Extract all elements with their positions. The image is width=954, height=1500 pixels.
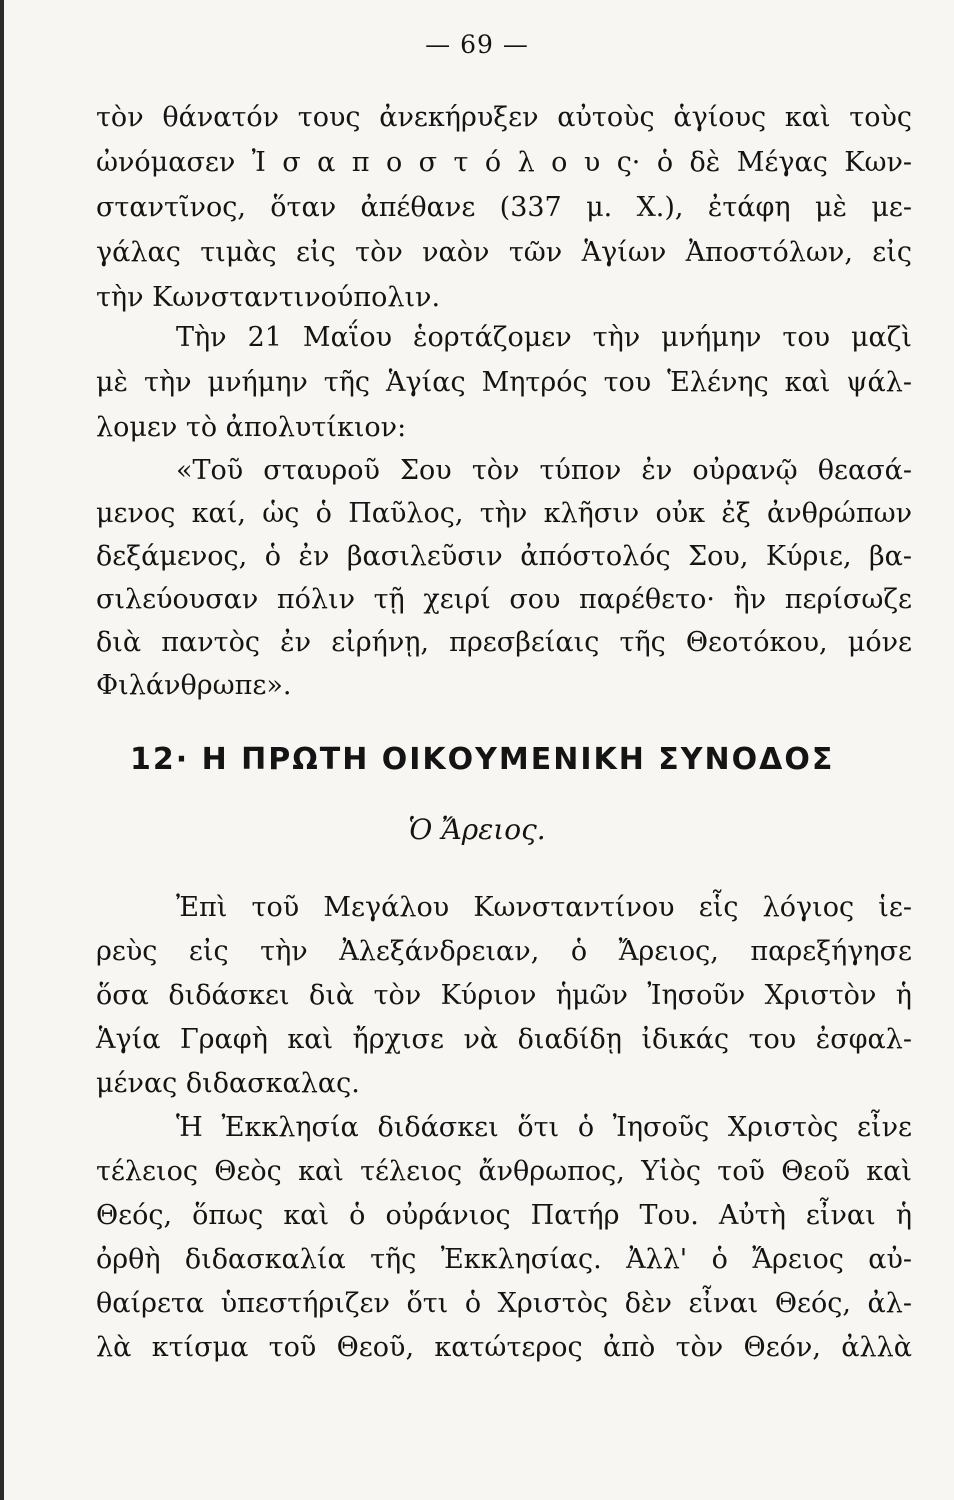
page-edge <box>0 0 4 1500</box>
text-line: μενος καί, ὡς ὁ Παῦλος, τὴν κλῆσιν οὐκ ἐξ ἀνθρώπων <box>96 498 912 529</box>
section-subheading: Ὁ Ἄρειος. <box>408 813 546 846</box>
text-line: τέλειος Θεὸς καὶ τέλειος ἄνθρωπος, Υἱὸς τοῦ Θεοῦ καὶ <box>96 1156 912 1187</box>
text-line: ὅσα διδάσκει διὰ τὸν Κύριον ἡμῶν Ἰησοῦν Χριστὸν ἡ <box>96 980 912 1011</box>
text-line: Ἁγία Γραφὴ καὶ ἤρχισε νὰ διαδίδῃ ἰδικάς του ἐσφαλ- <box>96 1024 912 1055</box>
text-line: λομεν τὸ ἀπολυτίκιον: <box>96 412 407 443</box>
text-line: Φιλάνθρωπε». <box>96 670 292 701</box>
text-line: Ἐπὶ τοῦ Μεγάλου Κωνσταντίνου εἷς λόγιος ἱε- <box>176 892 912 923</box>
text-line: Τὴν 21 Μαΐου ἑορτάζομεν τὴν μνήμην του μαζὶ <box>176 322 912 353</box>
text-line: ρεὺς εἰς τὴν Ἀλεξάνδρειαν, ὁ Ἄρειος, παρεξήγησε <box>96 936 912 967</box>
text-line: σταντῖνος, ὅταν ἀπέθανε (337 μ. Χ.), ἐτάφη μὲ με- <box>96 192 912 223</box>
text-line: δεξάμενος, ὁ ἐν βασιλεῦσιν ἀπόστολός Σου, Κύριε, βα- <box>96 541 912 572</box>
text-line: Θεός, ὅπως καὶ ὁ οὐράνιος Πατήρ Του. Αὐτὴ εἶναι ἡ <box>96 1200 912 1231</box>
text-line: μένας διδασκαλας. <box>96 1068 360 1099</box>
section-heading: 12· Η ΠΡΩΤΗ ΟΙΚΟΥΜΕΝΙΚΗ ΣΥΝΟΔΟΣ <box>130 742 835 777</box>
text-line: διὰ παντὸς ἐν εἰρήνῃ, πρεσβείαις τῆς Θεοτόκου, μόνε <box>96 627 912 658</box>
text-line: γάλας τιμὰς εἰς τὸν ναὸν τῶν Ἁγίων Ἀποστόλων, εἰς <box>96 237 912 268</box>
text-line: ὠνόμασεν Ἰ σ α π ο σ τ ό λ ο υ ς· ὁ δὲ Μέγας Κων- <box>96 147 912 178</box>
text-line: τὸν θάνατόν τους ἀνεκήρυξεν αὐτοὺς ἁγίους καὶ τοὺς <box>96 102 912 133</box>
text-line: μὲ τὴν μνήμην τῆς Ἁγίας Μητρός του Ἑλένης καὶ ψάλ- <box>96 367 912 398</box>
text-line: «Τοῦ σταυροῦ Σου τὸν τύπον ἐν οὐρανῷ θεασά- <box>176 455 912 486</box>
text-line: τὴν Κωνσταντινούπολιν. <box>96 282 441 313</box>
text-line: ὀρθὴ διδασκαλία τῆς Ἐκκλησίας. Ἀλλ' ὁ Ἄρειος αὐ- <box>96 1244 912 1275</box>
text-line: Ἡ Ἐκκλησία διδάσκει ὅτι ὁ Ἰησοῦς Χριστὸς εἶνε <box>176 1112 912 1143</box>
text-line: θαίρετα ὑπεστήριζεν ὅτι ὁ Χριστὸς δὲν εἶναι Θεός, ἀλ- <box>96 1288 912 1319</box>
text-line: σιλεύουσαν πόλιν τῇ χειρί σου παρέθετο· ἣν περίσωζε <box>96 584 912 615</box>
page-number: — 69 — <box>425 30 529 59</box>
text-line: λὰ κτίσμα τοῦ Θεοῦ, κατώτερος ἀπὸ τὸν Θεόν, ἀλλὰ <box>96 1332 912 1363</box>
